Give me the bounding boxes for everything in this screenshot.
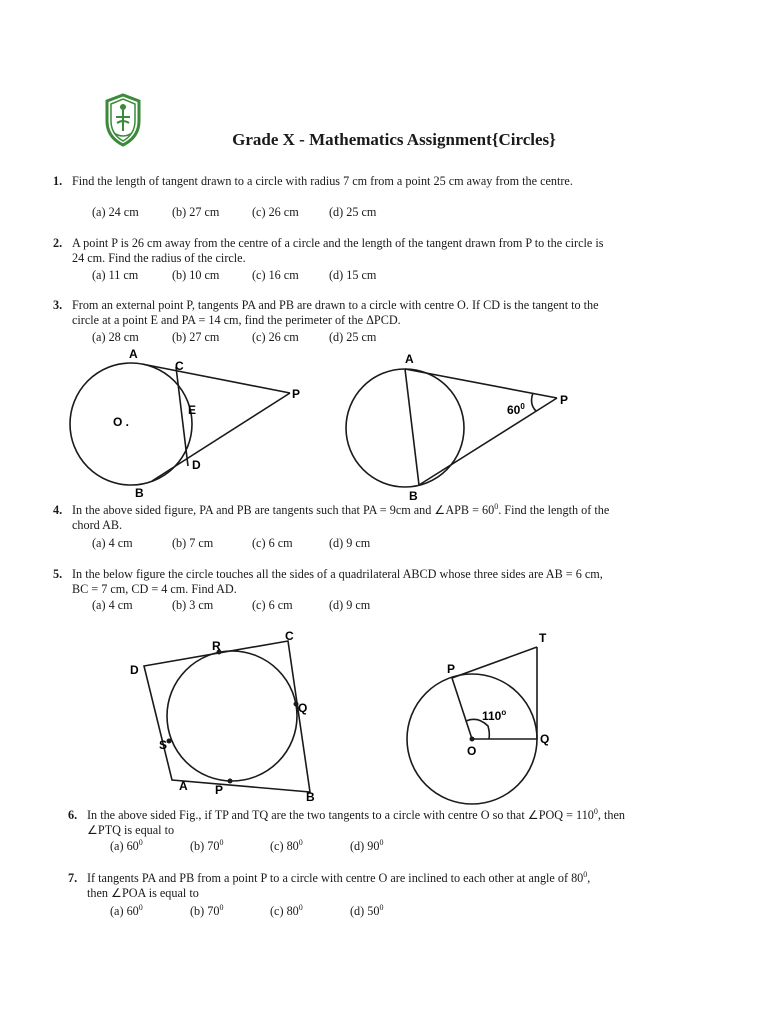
fig3-label-b: B bbox=[306, 790, 315, 804]
fig2-label-angle: $60^0$ bbox=[507, 402, 525, 417]
fig4-label-p: P bbox=[447, 662, 456, 676]
question-6: 6. In the above sided Fig., if TP and TQ are the two tangents to a circle with centre O so that ∠POQ = $110^0$, then ∠PTQ is equal to bbox=[68, 806, 625, 837]
question-7-options: (a) $60^0$ (b) $70^0$ (c) $80^0$ (d) $50^0$ bbox=[110, 902, 384, 918]
question-4-options: (a) 4 cm (b) 7 cm (c) 6 cm (d) 9 cm bbox=[92, 536, 371, 550]
fig1-label-o: O . bbox=[113, 415, 130, 429]
fig1-label-p: P bbox=[292, 387, 301, 401]
question-3: 3. From an external point P, tangents PA and PB are drawn to a circle with centre O. If CD is the tangent to the circle at a point E and PA = 14 cm, find the perimeter of the ΔPCD. bbox=[53, 298, 599, 327]
figures-tangents-top bbox=[0, 340, 768, 505]
question-2: 2. A point P is 26 cm away from the centre of a circle and the length of the tangent drawn from P to the circle is 24 cm. Find the radius of the circle. bbox=[53, 236, 604, 265]
fig3-label-p: P bbox=[215, 783, 224, 797]
question-7: 7. If tangents PA and PB from a point P to a circle with centre O are inclined to each other at angle of $80^0$, then ∠POA is equal to bbox=[68, 869, 591, 900]
fig2-label-b: B bbox=[409, 489, 418, 503]
fig4-tangent-tp bbox=[452, 647, 537, 678]
fig1-label-d: D bbox=[192, 458, 201, 472]
figures-quadrilateral-and-tangents bbox=[0, 625, 768, 805]
fig4-label-t: T bbox=[539, 631, 547, 645]
fig3-label-a: A bbox=[179, 779, 188, 793]
fig2-angle-arc bbox=[532, 393, 536, 411]
fig2-tangent-pb bbox=[419, 398, 557, 485]
question-1: 1. Find the length of tangent drawn to a circle with radius 7 cm from a point 25 cm away from the centre. bbox=[53, 174, 573, 188]
fig2-tangent-pa bbox=[405, 369, 557, 398]
fig2-circle bbox=[346, 369, 464, 487]
fig2-label-a: A bbox=[405, 352, 414, 366]
fig3-label-d: D bbox=[130, 663, 139, 677]
fig2-label-p: P bbox=[560, 393, 569, 407]
question-1-options: (a) 24 cm (b) 27 cm (c) 26 cm (d) 25 cm bbox=[92, 205, 377, 219]
question-2-options: (a) 11 cm (b) 10 cm (c) 16 cm (d) 15 cm bbox=[92, 268, 377, 282]
fig3-label-q: Q bbox=[298, 701, 308, 715]
fig3-circle bbox=[167, 651, 297, 781]
fig1-tangent-pa bbox=[142, 364, 290, 393]
fig1-label-b: B bbox=[135, 486, 144, 500]
fig3-quadrilateral bbox=[144, 641, 310, 792]
question-5-options: (a) 4 cm (b) 3 cm (c) 6 cm (d) 9 cm bbox=[92, 598, 371, 612]
fig3-label-s: S bbox=[159, 738, 168, 752]
fig1-tangent-cd bbox=[176, 367, 188, 466]
fig4-label-angle: 110$^o$ bbox=[482, 708, 507, 723]
fig4-label-q: Q bbox=[540, 732, 550, 746]
fig1-label-c: C bbox=[175, 359, 184, 373]
question-3-options: (a) 28 cm (b) 27 cm (c) 26 cm (d) 25 cm bbox=[92, 330, 377, 344]
fig2-chord-ab bbox=[405, 369, 419, 485]
fig1-label-a: A bbox=[129, 347, 138, 361]
fig4-radius-op bbox=[452, 678, 472, 739]
page-title: Grade X - Mathematics Assignment{Circles} bbox=[232, 130, 556, 149]
fig3-label-r: R bbox=[212, 639, 221, 653]
question-5: 5. In the below figure the circle touches all the sides of a quadrilateral ABCD whose three sides are AB = 6 cm, BC = 7 cm, CD = 4 cm. Find AD. bbox=[53, 567, 603, 596]
fig1-tangent-pb bbox=[152, 393, 290, 481]
fig3-label-c: C bbox=[285, 629, 294, 643]
question-4: 4. In the above sided figure, PA and PB are tangents such that PA = 9cm and ∠APB = $60^0$. Find the length of the chord AB. bbox=[53, 501, 610, 532]
fig4-label-o: O bbox=[467, 744, 477, 758]
fig1-label-e: E bbox=[188, 403, 197, 417]
question-6-options: (a) $60^0$ (b) $70^0$ (c) $80^0$ (d) $90^0$ bbox=[110, 837, 384, 853]
